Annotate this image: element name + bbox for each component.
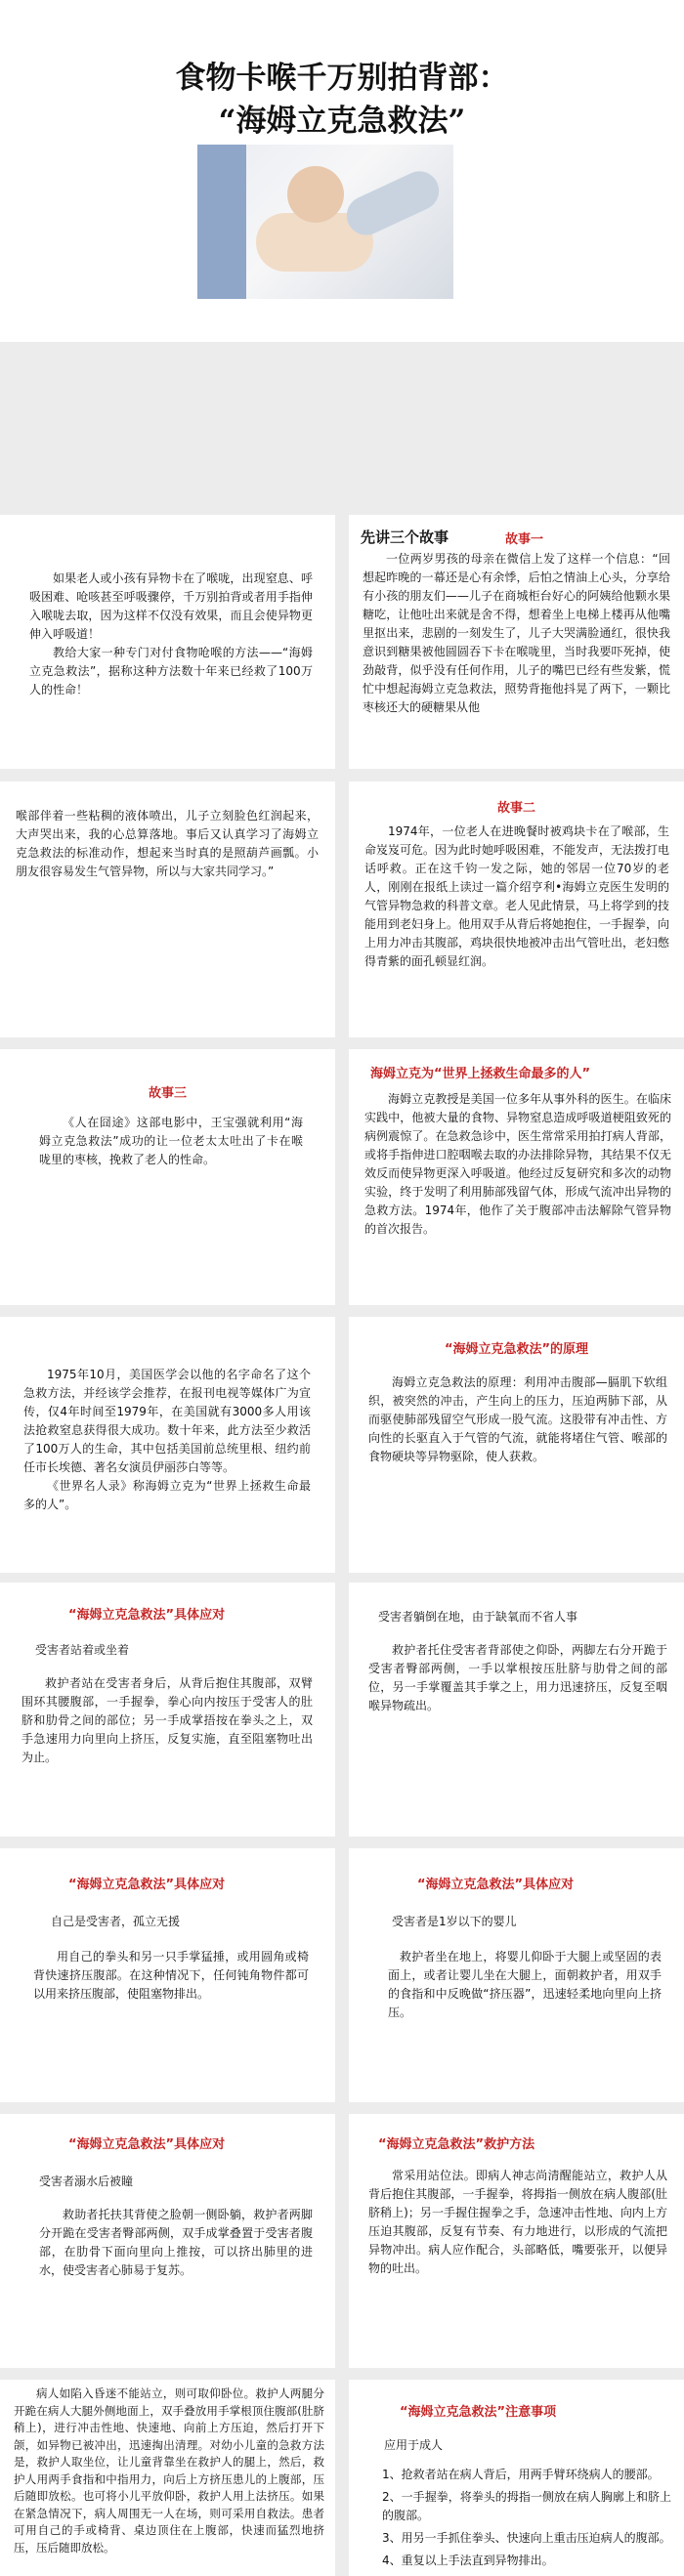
precautions-list [382, 2466, 671, 2570]
history-paragraph-2: 《世界名人录》称海姆立克为“世界上拯救生命最多的人”。 [23, 1479, 311, 1511]
story-three-text: 《人在囧途》这部电影中，王宝强就利用“海姆立克急救法”成功的让一位老太太吐出了卡在喉咙里的枣核，挽救了老人的性命。 [39, 1116, 303, 1166]
intro-paragraph-1: 如果老人或小孩有异物卡在了喉咙，出现窒息、呼吸困难、呛咳甚至呼吸骤停，千万别拍背或者用手指伸入喉咙去取，因为这样不仅没有效果，而且会使异物更伸入呼吸道！ [29, 571, 313, 641]
rescuer-arm [340, 165, 446, 242]
principle-text: 海姆立克急救法的原理：利用冲击腹部—膈肌下软组织，被突然的冲击，产生向上的压力，压迫两肺下部，从而驱使肺部残留空气形成一股气流。这股带有冲击性、方向性的长驱直入于气管的气流，就能将堵住气管、喉部的食物硬块等异物驱除，使人获救。 [368, 1375, 667, 1463]
infant-heading: “海姆立克急救法”具体应对 [417, 1878, 575, 1892]
infant-head [287, 166, 344, 223]
story-three-label: 故事三 [148, 1086, 187, 1101]
principle-heading: “海姆立克急救法”的原理 [444, 1342, 589, 1357]
drowning-subtitle: 受害者溺水后被瞳 [39, 2175, 134, 2188]
standing-text: 救护者站在受害者身后，从背后抱住其腹部，双臂围环其腰腹部，一手握拳，拳心向内按压于受害人的肚脐和肋骨之间的部位；另一手成掌捂按在拳头之上，双手急速用力向里向上挤压，反复实施，直至阻塞物吐出为止。 [21, 1676, 313, 1764]
method-text: 常采用站位法。即病人神志尚清醒能站立，救护人从背后抱住其腹部，一手握拳，将拇指一侧放在病人腹部(肚脐稍上)；另一手握住握拳之手，急速冲击性地、向内上方压迫其腹部，反复有节奏、有力地进行，以形成的气流把异物冲出。病人应作配合，头部略低，嘴要张开，以便异物的吐出。 [368, 2169, 667, 2275]
story-one-text: 一位两岁男孩的母亲在微信上发了这样一个信息：“回想起昨晚的一幕还是心有余悸，后怕之情油上心头，分享给有小孩的朋友们——儿子在商城柜台好心的阿姨给他颗水果糖吃，让他吐出来就是舍不得，想着坐上电梯上楼再从他嘴里抠出来，悲剧的一刻发生了，儿子大哭满脸通红，很快我意识到糖果被他圆圆吞下卡在喉咙里，当时我要吓死掉，使劲敲背，似乎没有任何作用，儿子的嘴巴已经有些发紫，慌忙中想起海姆立克急救法，照势背拖他抖晃了两下，一颗比枣核还大的硬糖果从他 [363, 552, 670, 714]
infant-text: 救护者坐在地上，将婴儿仰卧于大腿上或坚固的表面上，或者让婴儿坐在大腿上，面朝救护者，用双手的食指和中反晚做“挤压器”，迅速轻柔地向里向上挤压。 [388, 1950, 662, 2019]
infant-subtitle: 受害者是1岁以下的婴儿 [392, 1915, 517, 1928]
precautions-subtitle: 应用于成人 [384, 2438, 444, 2452]
drowning-slide [0, 2114, 335, 2368]
drowning-heading: “海姆立克急救法”具体应对 [68, 2137, 226, 2152]
standing-victim-slide [0, 1583, 335, 1837]
story-three-slide [0, 1049, 335, 1305]
precaution-item: 2、一手握拳，将拳头的拇指一侧放在病人胸廓上和脐上的腹部。 [382, 2490, 671, 2522]
intro-slide [0, 515, 335, 769]
intro-paragraph-2: 教给大家一种专门对付食物呛喉的方法——“海姆立克急救法”，据称这种方法数十年来已经救了100万人的性命！ [29, 646, 313, 697]
story-one-slide [349, 515, 684, 769]
unconscious-subtitle: 受害者躺倒在地，由于缺氧而不省人事 [378, 1610, 578, 1624]
intro-text [29, 570, 313, 699]
precautions-heading: “海姆立克急救法”注意事项 [400, 2405, 557, 2420]
rescuer-shirt [197, 145, 246, 299]
precaution-item: 4、重复以上手法直到异物排出。 [382, 2554, 554, 2567]
three-stories-heading: 先讲三个故事 [361, 528, 449, 546]
story-two-slide [349, 781, 684, 1037]
self-rescue-heading: “海姆立克急救法”具体应对 [68, 1878, 226, 1892]
method-heading: “海姆立克急救法”救护方法 [378, 2137, 535, 2152]
supine-method-slide [0, 2380, 335, 2576]
infant-slide [349, 1848, 684, 2102]
title-line-2: “海姆立克急救法” [218, 104, 466, 139]
story-two-label: 故事二 [496, 801, 535, 816]
self-rescue-slide [0, 1848, 335, 2102]
supine-method-text: 病人如陷入昏迷不能站立，则可取仰卧位。救护人两腿分开跪在病人大腿外侧地面上，双手叠放用手掌根顶住腹部(肚脐稍上)，进行冲击性地、快速地、向前上方压迫，然后打开下颌，如异物已被冲出，迅速掏出清理。对幼小儿童的急救方法是，救护人取坐位，让儿童背靠坐在救护人的腿上，然后，救护人用两手食指和中指用力，向后上方挤压患儿的上腹部，压后随即放松。也可将小儿平放仰卧，救护人用上法挤压。如果在紧急情况下，病人周围无一人在场，则可采用自救法。患者可用自己的手或椅背、桌边顶住在上腹部，快速而猛烈地挤压，压后随即放松。 [14, 2386, 324, 2555]
standing-heading: “海姆立克急救法”具体应对 [68, 1608, 226, 1623]
history-slide [0, 1317, 335, 1573]
story-one-label: 故事一 [505, 532, 544, 547]
self-rescue-text: 用自己的拳头和另一只手掌猛捶，或用圆角或椅背快速挤压腹部。在这种情况下，任何钝角物件都可以用来挤压腹部，使阻塞物排出。 [33, 1950, 309, 2001]
self-rescue-subtitle: 自己是受害者，孤立无援 [51, 1915, 181, 1928]
precautions-slide [349, 2380, 684, 2576]
heimlich-intro-heading: 海姆立克为“世界上拯救生命最多的人” [370, 1067, 591, 1081]
title-slide [0, 0, 684, 342]
history-paragraph-1: 1975年10月，美国医学会以他的名字命名了这个急救方法，并经该学会推荐，在报刊电视等媒体广为宣传，仅4年时间至1979年，在美国就有3000多人用该法抢救窒息获得很大成功。数十年来，此方法至少救活了100万人的生命，其中包括美国前总统里根、纽约前任市长埃德、著名女演员伊丽莎白等等。 [23, 1368, 311, 1474]
unconscious-text: 救护者托住受害者背部使之仰卧，两脚左右分开跪于受害者臀部两侧，一手以掌根按压肚脐与肋骨之间的部位，另一手掌覆盖其手掌之上，用力迅速挤压，反复至咽喉异物疏出。 [368, 1643, 667, 1712]
unconscious-victim-slide [349, 1583, 684, 1837]
precaution-item: 3、用另一手抓住拳头、快速向上重击压迫病人的腹部。 [382, 2531, 671, 2545]
precaution-item: 1、抢救者站在病人背后，用两手臂环绕病人的腰部。 [382, 2468, 660, 2481]
standing-subtitle: 受害者站着或坐着 [35, 1643, 130, 1657]
drowning-text: 救助者托扶其背使之脸朝一侧卧躺，救护者两脚分开跪在受害者臀部两侧，双手成掌叠置于受害者腹部，在肋骨下面向里向上推按，可以挤出肺里的进水，使受害者心肺易于复苏。 [39, 2208, 313, 2277]
history-text [23, 1366, 311, 1514]
heimlich-demo-photo [197, 145, 453, 299]
method-slide [349, 2114, 684, 2368]
principle-slide [349, 1317, 684, 1573]
story-one-cont-text: 喉部伴着一些粘稠的液体喷出，儿子立刻脸色红润起来，大声哭出来，我的心总算落地。事后又认真学习了海姆立克急救法的标准动作，想起来当时真的是照葫芦画瓢。小朋友很容易发生气管异物，所以与大家共同学习。” [16, 809, 319, 878]
story-one-cont-slide [0, 781, 335, 1037]
story-two-text: 1974年，一位老人在进晚餐时被鸡块卡在了喉部，生命岌岌可危。因为此时她呼吸困难，不能发声，无法拨打电话呼救。正在这千钧一发之际，她的邻居一位70岁的老人，刚刚在报纸上读过一篇介绍亨利•海姆立克医生发明的气管异物急救的科普文章。老人见此情景，马上将学到的技能用到老妇身上。他用双手从背后将她抱住，一手握拳，向上用力冲击其腹部，鸡块很快地被冲击出气管吐出，老妇憋得青紫的面孔顿显红润。 [364, 824, 670, 968]
heimlich-intro-text: 海姆立克教授是美国一位多年从事外科的医生。在临床实践中，他被大量的食物、异物窒息造成呼吸道梗阻致死的病例震惊了。在急救急诊中，医生常常采用拍打病人背部，或将手指伸进口腔咽喉去取的办法排除异物，其结果不仅无效反而使异物更深入呼吸道。他经过反复研究和多次的动物实验，终于发明了利用肺部残留气体，形成气流冲出异物的急救方法。1974年，他作了关于腹部冲击法解除气管异物的首次报告。 [364, 1092, 671, 1236]
heimlich-intro-slide [349, 1049, 684, 1305]
title-line-1: 食物卡喉千万别拍背部： [175, 61, 509, 96]
